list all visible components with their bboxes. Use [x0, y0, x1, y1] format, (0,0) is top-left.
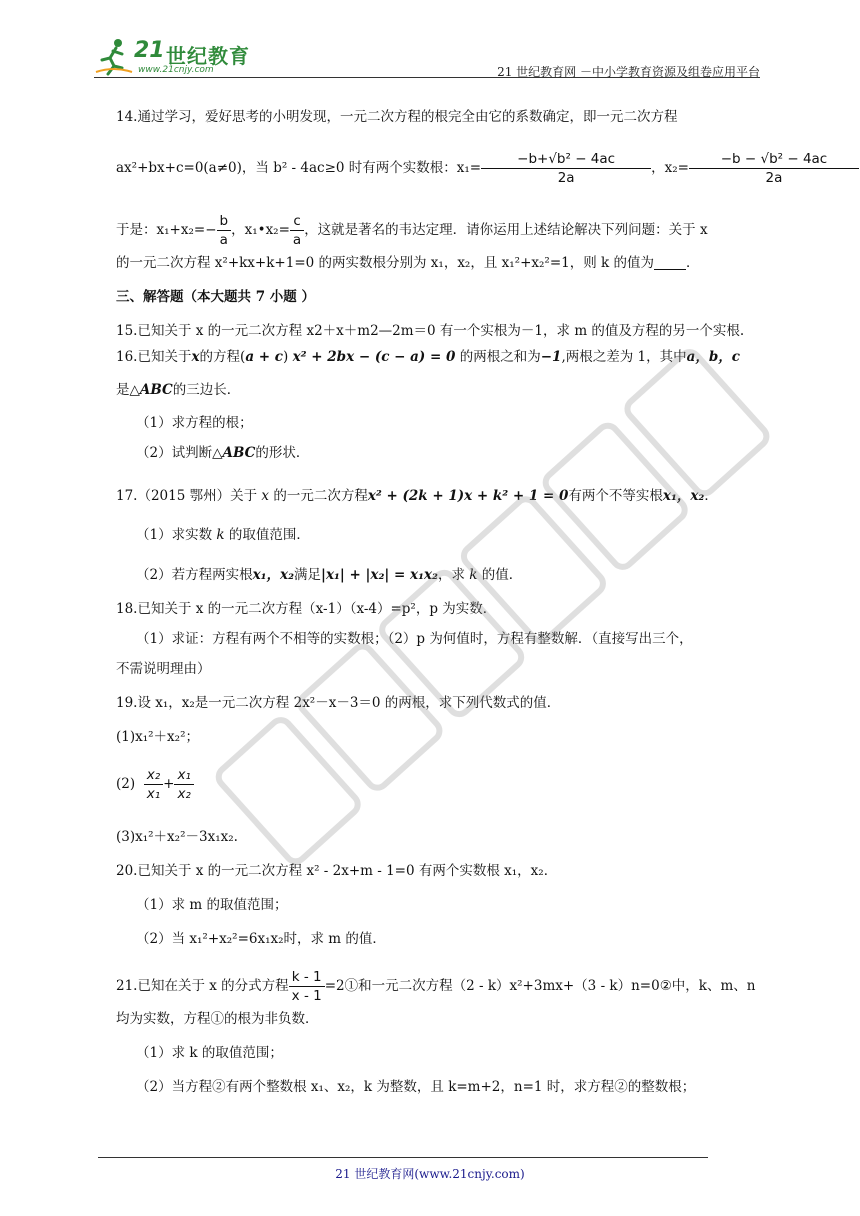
- q21-line2: 均为实数，方程①的根为非负数．: [116, 1011, 319, 1027]
- q16-line2: 是△ABC的三边长．: [116, 382, 241, 398]
- q19-part3: (3)x₁²＋x₂²－3x₁x₂.: [116, 829, 238, 845]
- logo-number: 21: [134, 38, 165, 63]
- q20-line1: 20.已知关于 x 的一元二次方程 x² - 2x+m - 1=0 有两个实数根 x₁，x₂．: [116, 863, 558, 879]
- q20-part1: （1）求 m 的取值范围；: [136, 897, 288, 913]
- site-logo[interactable]: [94, 36, 264, 78]
- logo-url: www.21cnjy.com: [138, 65, 214, 75]
- root1-fraction: $\frac{\text{−b+√b² − 4ac}}{2a}$: [481, 150, 651, 187]
- q17-part2: （2）若方程两实根x₁，x₂满足|x₁| + |x₂| = x₁x₂，求 k 的值．: [136, 567, 523, 583]
- q18-line2: （1）求证：方程有两个不相等的实数根；（2）p 为何值时，方程有整数解．（直接写出三个，: [136, 631, 693, 647]
- q18-line3: 不需说明理由）: [116, 661, 211, 677]
- q18-line1: 18.已知关于 x 的一元二次方程（x-1）（x-4）=p²，p 为实数．: [116, 601, 497, 617]
- q21-line1: 21.已知在关于 x 的分式方程 $\frac{k - 1}{x - 1}$ =2①和一元二次方程（2 - k）x²+3mx+（3 - k）n=0②中，k、m、n: [116, 969, 756, 1004]
- runner-icon: [94, 36, 134, 78]
- header-divider: [94, 77, 760, 78]
- root2-fraction: $\frac{\text{−b − √b² − 4ac}}{2a}$: [689, 150, 859, 187]
- q14-line4: 的一元二次方程 x²+kx+k+1=0 的两实数根分别为 x₁，x₂，且 x₁²+x₂²=1，则 k 的值为 ．: [116, 255, 700, 271]
- q21-part2: （2）当方程②有两个整数根 x₁、x₂，k 为整数，且 k=m+2，n=1 时，求方程②的整数根；: [136, 1079, 696, 1095]
- q16-part1: （1）求方程的根；: [136, 415, 253, 431]
- q20-part2: （2）当 x₁²+x₂²=6x₁x₂时，求 m 的值．: [136, 931, 386, 947]
- section-title: 三、解答题（本大题共 7 小题 ）: [116, 289, 315, 305]
- logo-text: 世纪教育: [166, 44, 250, 68]
- q15: 15.已知关于 x 的一元二次方程 x2＋x＋m2—2m＝0 有一个实根为－1，求 m 的值及方程的另一个实根.: [116, 323, 745, 339]
- header-site-name: 21 世纪教育网 －中小学教育资源及组卷应用平台: [497, 65, 760, 79]
- vieta-sum-fraction: $\frac{b}{a}$: [217, 212, 232, 249]
- q17-line1: 17.（2015 鄂州）关于 x 的一元二次方程x² + (2k + 1)x + k² + 1 = 0有两个不等实根x₁，x₂．: [116, 488, 718, 504]
- q14-line3: 于是：x₁+x₂=− $\frac{b}{a}$ ，x₁•x₂= $\frac{c}{a}$ ，这就是著名的韦达定理．请你运用上述结论解决下列问题：关于 x: [116, 213, 708, 248]
- q16-part2: （2）试判断△ABC的形状．: [136, 445, 310, 461]
- page-header: [94, 36, 760, 78]
- page-footer[interactable]: 21 世纪教育网(www.21cnjy.com): [335, 1167, 525, 1181]
- q16-line1: 16.已知关于x的方程(a + c) x² + 2bx − (c − a) = 0 的两根之和为−1,两根之差为 1，其中a，b，c: [116, 349, 741, 365]
- q19-part2: (2) $\frac{\text{x₂}}{\text{x₁}}$ + $\frac{\text{x₁}}{\text{x₂}}$: [116, 766, 194, 803]
- q14-line1: 14.通过学习，爱好思考的小明发现，一元二次方程的根完全由它的系数确定，即一元二次方程: [116, 109, 678, 125]
- footer-divider: [98, 1157, 708, 1158]
- q19-part1: (1)x₁²＋x₂²；: [116, 729, 199, 745]
- q21-fraction: $\frac{k - 1}{x - 1}$: [289, 968, 325, 1005]
- q19-fraction2: $\frac{\text{x₁}}{\text{x₂}}$: [174, 766, 193, 803]
- q21-part1: （1）求 k 的取值范围；: [136, 1045, 283, 1061]
- q17-part1: （1）求实数 k 的取值范围．: [136, 527, 310, 543]
- q19-fraction1: $\frac{\text{x₂}}{\text{x₁}}$: [144, 766, 163, 803]
- q19-line1: 19.设 x₁，x₂是一元二次方程 2x²－x－3＝0 的两根，求下列代数式的值．: [116, 695, 561, 711]
- vieta-product-fraction: $\frac{c}{a}$: [290, 212, 304, 249]
- q14-line2: ax²+bx+c=0(a≠0)，当 b² - 4ac≥0 时有两个实数根：x₁= $\frac{\text{−b+√b² − 4ac}}{2a}$ ，x₂= $\frac{\text{−b − √b² − 4ac}}{2a}$: [116, 150, 859, 187]
- answer-blank[interactable]: [654, 255, 686, 270]
